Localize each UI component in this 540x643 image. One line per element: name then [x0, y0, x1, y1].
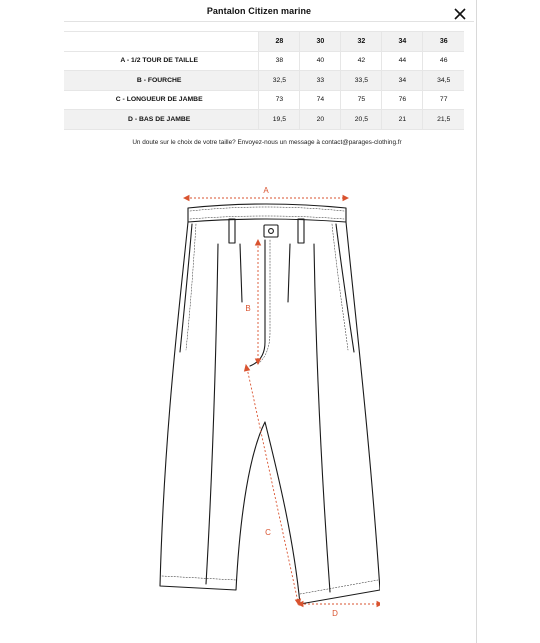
size-column-28: 28 [259, 32, 300, 52]
table-cell: 38 [259, 51, 300, 71]
table-cell: 42 [341, 51, 382, 71]
table-cell: 19,5 [259, 110, 300, 130]
modal-edge [476, 0, 477, 643]
measure-label-c: C [265, 528, 271, 537]
size-table-corner [64, 32, 259, 52]
table-cell: 33,5 [341, 71, 382, 91]
table-cell: 77 [423, 90, 464, 110]
size-column-36: 36 [423, 32, 464, 52]
table-row-leg-opening [64, 110, 464, 130]
close-button[interactable] [452, 6, 468, 22]
table-row-inseam [64, 90, 464, 110]
trousers-illustration [150, 182, 380, 622]
table-cell: 73 [259, 90, 300, 110]
table-cell: 21 [382, 110, 423, 130]
table-cell: 33 [300, 71, 341, 91]
header-divider [64, 21, 474, 22]
table-cell: 21,5 [423, 110, 464, 130]
size-column-32: 32 [341, 32, 382, 52]
row-label-waist: A - 1/2 TOUR DE TAILLE [64, 51, 259, 71]
row-label-rise: B - FOURCHE [64, 71, 259, 91]
row-label-inseam: C - LONGUEUR DE JAMBE [64, 90, 259, 110]
table-cell: 34 [382, 71, 423, 91]
size-table [64, 31, 464, 130]
modal-header [0, 0, 476, 24]
table-cell: 32,5 [259, 71, 300, 91]
close-icon [452, 6, 468, 22]
table-cell: 44 [382, 51, 423, 71]
table-cell: 76 [382, 90, 423, 110]
table-cell: 74 [300, 90, 341, 110]
table-row-rise [64, 71, 464, 91]
table-cell: 75 [341, 90, 382, 110]
measurement-lines [184, 196, 380, 607]
table-row-waist [64, 51, 464, 71]
trousers-measurement-diagram [150, 182, 380, 622]
help-text: Un doute sur le choix de votre taille? Envoyez-nous un message à contact@parages-clothing.fr [132, 139, 402, 146]
size-column-30: 30 [300, 32, 341, 52]
measure-label-b: B [245, 304, 251, 313]
measure-label-a: A [263, 186, 269, 195]
table-cell: 20,5 [341, 110, 382, 130]
size-table-header-row [64, 32, 464, 52]
modal-title: Pantalon Citizen marine [206, 6, 312, 16]
table-cell: 20 [300, 110, 341, 130]
table-cell: 34,5 [423, 71, 464, 91]
table-cell: 40 [300, 51, 341, 71]
table-cell: 46 [423, 51, 464, 71]
row-label-leg-opening: D - BAS DE JAMBE [64, 110, 259, 130]
size-column-34: 34 [382, 32, 423, 52]
measure-label-d: D [332, 609, 338, 618]
